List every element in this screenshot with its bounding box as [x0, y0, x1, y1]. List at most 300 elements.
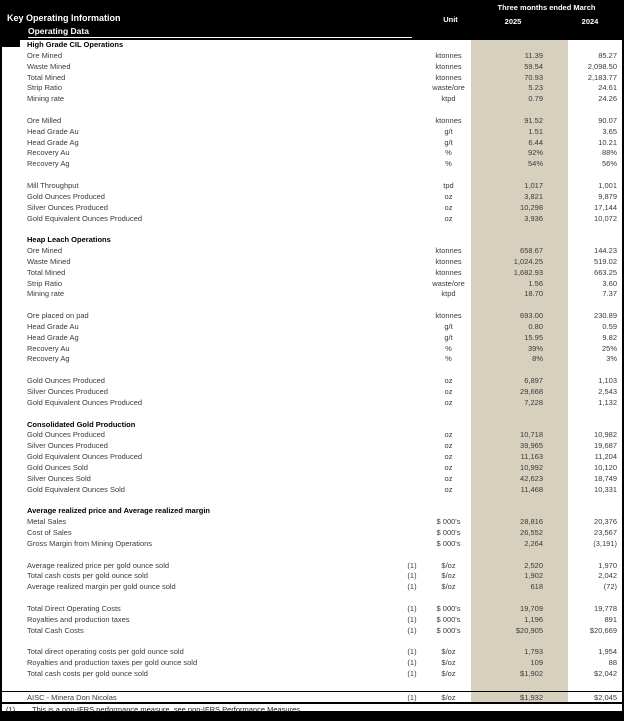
row-footnote-marker [398, 376, 426, 387]
row-footnote-marker [398, 268, 426, 279]
value-2025: 7,228 [471, 398, 568, 409]
value-2025: 2,520 [471, 561, 568, 572]
blank-row [2, 495, 622, 506]
row-label [2, 636, 398, 647]
value-2024: 891 [604, 614, 617, 624]
row-footnote-marker [398, 257, 426, 268]
value-2025: $20,905 [471, 626, 568, 637]
table-row [2, 604, 622, 615]
row-label: Cost of Sales [27, 527, 72, 537]
value-2025: 6.44 [471, 138, 568, 149]
table-row [2, 441, 622, 452]
row-footnote-marker: (1) [407, 603, 417, 613]
row-unit: oz [444, 191, 453, 201]
row-unit: oz [444, 213, 453, 223]
row-footnote-marker [398, 105, 426, 116]
row-label: Royalties and production taxes per gold ounce sold [27, 658, 198, 668]
row-footnote-marker [398, 127, 426, 138]
value-2024: 19,687 [594, 441, 617, 451]
value-2024: 1,001 [598, 180, 617, 190]
row-footnote-marker [398, 94, 426, 105]
value-2025: 1.51 [471, 127, 568, 138]
table-row [2, 615, 622, 626]
row-footnote-marker [398, 441, 426, 452]
value-2025: 2,264 [471, 539, 568, 550]
row-label: Strip Ratio [27, 278, 63, 288]
value-2024 [568, 506, 622, 517]
value-2024: 10,120 [594, 462, 617, 472]
row-label: High Grade CIL Operations [27, 40, 124, 49]
row-label: Waste Mined [27, 61, 71, 71]
row-label: Royalties and production taxes [27, 614, 130, 624]
value-2025 [471, 593, 568, 604]
value-2024: 7.37 [602, 289, 617, 299]
row-footnote-marker: (1) [407, 658, 417, 668]
value-2025 [471, 105, 568, 116]
table-row [2, 452, 622, 463]
value-2024 [568, 300, 622, 311]
value-2024: 19,778 [594, 603, 617, 613]
row-label [2, 593, 398, 604]
row-footnote-marker [398, 214, 426, 225]
value-2025: 1,024.25 [471, 257, 568, 268]
row-unit: ktonnes [435, 256, 462, 266]
value-2024: 2,042 [598, 571, 617, 581]
value-2025: 1,017 [471, 181, 568, 192]
column-header-unit: Unit [443, 15, 458, 24]
operating-data-subtitle: Operating Data [28, 26, 89, 36]
row-label: Gold Ounces Produced [27, 376, 105, 386]
value-2024: 3% [606, 354, 617, 364]
row-footnote-marker [398, 203, 426, 214]
row-unit: $/oz [441, 647, 456, 657]
value-2024 [568, 365, 622, 376]
row-label: Gross Margin from Mining Operations [27, 538, 153, 548]
value-2025: $1,902 [471, 669, 568, 680]
value-2025: 618 [471, 582, 568, 593]
row-label [2, 170, 398, 181]
row-unit: ktonnes [435, 50, 462, 60]
table-row [2, 279, 622, 290]
value-2025: 59.54 [471, 62, 568, 73]
row-footnote-marker: (1) [407, 625, 417, 635]
value-2025 [471, 170, 568, 181]
table-row [2, 485, 622, 496]
value-2025: $1,932 [471, 692, 568, 704]
row-label: Head Grade Au [27, 126, 79, 136]
row-label: Head Grade Au [27, 321, 79, 331]
row-footnote-marker [398, 279, 426, 290]
row-unit: $/oz [441, 668, 456, 678]
value-2025 [471, 680, 568, 691]
value-2024 [568, 235, 622, 246]
row-unit: $/oz [441, 571, 456, 581]
row-unit: ktonnes [435, 61, 462, 71]
value-2024: 144.23 [594, 246, 617, 256]
value-2024: 10,331 [594, 484, 617, 494]
row-unit [426, 550, 471, 561]
value-2024: 11,204 [594, 452, 617, 462]
table-row [2, 203, 622, 214]
value-2025 [471, 506, 568, 517]
row-footnote-marker [398, 344, 426, 355]
row-label: Gold Ounces Produced [27, 191, 105, 201]
row-label: Gold Ounces Produced [27, 430, 105, 440]
row-unit: ktpd [441, 94, 456, 104]
row-footnote-marker [398, 300, 426, 311]
row-label [2, 224, 398, 235]
row-footnote-marker [398, 517, 426, 528]
row-unit [426, 170, 471, 181]
table-row [2, 51, 622, 62]
blank-row [2, 550, 622, 561]
row-unit: $/oz [441, 658, 456, 668]
row-unit: oz [444, 473, 453, 483]
value-2024: 24.26 [598, 94, 617, 104]
value-2025: 39% [471, 344, 568, 355]
row-unit: $ 000's [436, 538, 461, 548]
column-header-2025: 2025 [504, 17, 522, 26]
row-footnote-marker [398, 495, 426, 506]
row-label: Head Grade Ag [27, 137, 79, 147]
row-unit: ktonnes [435, 115, 462, 125]
value-2024: 2,183.77 [587, 72, 617, 82]
row-unit: $/oz [441, 692, 456, 702]
row-label: Total Mined [27, 72, 66, 82]
row-footnote-marker [398, 170, 426, 181]
value-2024: 20,376 [594, 517, 617, 527]
row-footnote-marker [398, 528, 426, 539]
table-row [2, 387, 622, 398]
row-label [2, 409, 398, 420]
row-label: Recovery Au [27, 343, 70, 353]
row-footnote-marker [398, 593, 426, 604]
row-footnote-marker [398, 73, 426, 84]
value-2024 [568, 550, 622, 561]
value-2024: 56% [601, 159, 617, 169]
table-row [2, 73, 622, 84]
row-unit [426, 300, 471, 311]
row-label: Total Direct Operating Costs [27, 603, 121, 613]
table-row [2, 116, 622, 127]
value-2025: 6,897 [471, 376, 568, 387]
blank-row [2, 636, 622, 647]
blank-row [2, 105, 622, 116]
row-label: Mill Throughput [27, 180, 79, 190]
row-unit [426, 593, 471, 604]
value-2025 [471, 40, 568, 51]
table-row [2, 94, 622, 105]
value-2025: 5.23 [471, 83, 568, 94]
row-unit: oz [444, 376, 453, 386]
table-row [2, 474, 622, 485]
row-unit [426, 409, 471, 420]
row-unit: $/oz [441, 560, 456, 570]
value-2025: 11,163 [471, 452, 568, 463]
value-2025: 3,936 [471, 214, 568, 225]
row-unit: ktpd [441, 289, 456, 299]
header-left-step [2, 40, 20, 47]
row-label: Total direct operating costs per gold ounce sold [27, 647, 184, 657]
blank-row [2, 680, 622, 691]
row-unit [426, 224, 471, 235]
row-unit: $ 000's [436, 625, 461, 635]
value-2025: 92% [471, 148, 568, 159]
row-footnote-marker [398, 409, 426, 420]
row-label [2, 300, 398, 311]
table-row [2, 62, 622, 73]
value-2025: 42,623 [471, 474, 568, 485]
value-2024 [568, 680, 622, 691]
row-unit: $/oz [441, 582, 456, 592]
value-2024: 90.07 [598, 115, 617, 125]
value-2024 [568, 40, 622, 51]
row-label: Silver Ounces Produced [27, 441, 108, 451]
table-row [2, 214, 622, 225]
row-footnote-marker [398, 159, 426, 170]
row-footnote-marker [398, 289, 426, 300]
table-row [2, 539, 622, 550]
value-2025 [471, 550, 568, 561]
section-row [2, 420, 622, 431]
table-row [2, 430, 622, 441]
table-row [2, 138, 622, 149]
value-2025: 10,718 [471, 430, 568, 441]
value-2025: 693.00 [471, 311, 568, 322]
row-label: Average realized price and Average realized margin [27, 506, 210, 516]
row-footnote-marker [398, 506, 426, 517]
blank-row [2, 365, 622, 376]
row-unit: g/t [444, 332, 453, 342]
row-label: Mining rate [27, 94, 65, 104]
value-2024 [568, 636, 622, 647]
value-2024: 25% [601, 343, 617, 353]
value-2025: 91.52 [471, 116, 568, 127]
value-2025: 26,552 [471, 528, 568, 539]
value-2025 [471, 224, 568, 235]
row-label: Ore Milled [27, 115, 62, 125]
row-label: Heap Leach Operations [27, 235, 111, 245]
row-label: Metal Sales [27, 517, 67, 527]
value-2025: 1.56 [471, 279, 568, 290]
table-row [2, 333, 622, 344]
row-unit [426, 365, 471, 376]
row-unit: % [445, 159, 452, 169]
section-row [2, 506, 622, 517]
value-2024: 1,132 [598, 397, 617, 407]
blank-row [2, 300, 622, 311]
value-2024: 23,567 [594, 527, 617, 537]
row-footnote-marker [398, 398, 426, 409]
row-label: Recovery Ag [27, 159, 70, 169]
column-header-2024: 2024 [581, 17, 599, 26]
value-2024: 9,879 [598, 191, 617, 201]
value-2025: 11,468 [471, 485, 568, 496]
value-2025: 8% [471, 354, 568, 365]
row-footnote-marker [398, 485, 426, 496]
row-label: Total Mined [27, 267, 66, 277]
row-label [2, 550, 398, 561]
value-2025: 39,965 [471, 441, 568, 452]
table-row [2, 322, 622, 333]
row-footnote-marker: (1) [407, 692, 417, 702]
value-2025 [471, 636, 568, 647]
row-label: Total cash costs per gold ounce sold [27, 668, 148, 678]
value-2024: 1,954 [598, 647, 617, 657]
value-2024 [568, 409, 622, 420]
row-unit [426, 506, 471, 517]
value-2025: 19,709 [471, 604, 568, 615]
row-unit [426, 495, 471, 506]
table-row [2, 127, 622, 138]
row-unit: oz [444, 452, 453, 462]
row-unit: oz [444, 397, 453, 407]
value-2024: 230.89 [594, 311, 617, 321]
value-2024: 10,072 [594, 213, 617, 223]
row-footnote-marker: (1) [407, 647, 417, 657]
value-2024: (72) [603, 582, 617, 592]
blank-row [2, 170, 622, 181]
value-2025 [471, 300, 568, 311]
row-label [2, 680, 398, 691]
row-footnote-marker [398, 463, 426, 474]
row-footnote-marker [398, 138, 426, 149]
row-unit: oz [444, 202, 453, 212]
row-label: Ore Mined [27, 50, 63, 60]
row-label: Gold Ounces Sold [27, 462, 88, 472]
value-2025: 54% [471, 159, 568, 170]
value-2024 [568, 224, 622, 235]
value-2024: 88% [601, 148, 617, 158]
value-2025: 109 [471, 658, 568, 669]
value-2024 [568, 170, 622, 181]
row-footnote-marker [398, 452, 426, 463]
row-unit: tpd [443, 180, 454, 190]
row-label: Gold Equivalent Ounces Produced [27, 397, 143, 407]
row-label: Average realized price per gold ounce sold [27, 560, 170, 570]
row-label: AISC - Minera Don Nicolas [27, 692, 117, 702]
row-footnote-marker [398, 181, 426, 192]
footnote-text: This is a non-IFRS performance measure, see non-IFRS Performance Measures [32, 705, 301, 715]
row-label: Silver Ounces Produced [27, 202, 108, 212]
row-footnote-marker [398, 539, 426, 550]
row-unit: $ 000's [436, 517, 461, 527]
value-2024 [568, 420, 622, 431]
value-2025: 28,816 [471, 517, 568, 528]
row-unit: oz [444, 484, 453, 494]
value-2024: 17,144 [594, 202, 617, 212]
row-unit: waste/ore [432, 83, 465, 93]
value-2025: 0.79 [471, 94, 568, 105]
table-row [2, 669, 622, 680]
value-2025: 1,682.93 [471, 268, 568, 279]
value-2025 [471, 365, 568, 376]
row-unit: $ 000's [436, 614, 461, 624]
value-2025: 29,668 [471, 387, 568, 398]
value-2025: 1,196 [471, 615, 568, 626]
table-row [2, 246, 622, 257]
value-2024 [568, 495, 622, 506]
row-label: Silver Ounces Produced [27, 387, 108, 396]
row-label: Strip Ratio [27, 83, 63, 93]
row-unit: $ 000's [436, 527, 461, 537]
row-unit: g/t [444, 137, 453, 147]
table-row [2, 181, 622, 192]
table-row [2, 626, 622, 637]
value-2024 [568, 105, 622, 116]
value-2025 [471, 420, 568, 431]
value-2025 [471, 409, 568, 420]
row-footnote-marker [398, 192, 426, 203]
value-2024: $2,045 [594, 692, 617, 702]
row-unit: oz [444, 462, 453, 472]
row-footnote-marker [398, 246, 426, 257]
value-2024: 18,749 [594, 473, 617, 483]
row-unit: % [445, 148, 452, 158]
row-unit [426, 680, 471, 691]
row-unit [426, 636, 471, 647]
table-row [2, 463, 622, 474]
row-label: Consolidated Gold Production [27, 419, 136, 429]
blank-row [2, 224, 622, 235]
row-footnote-marker [398, 116, 426, 127]
row-label: Average realized margin per gold ounce sold [27, 582, 176, 592]
row-label: Recovery Ag [27, 354, 70, 364]
table-row [2, 398, 622, 409]
table-row [2, 192, 622, 203]
page-title: Key Operating Information [7, 13, 121, 23]
value-2024: 10.21 [598, 137, 617, 147]
value-2025: 70.93 [471, 73, 568, 84]
value-2025: 10,992 [471, 463, 568, 474]
value-2024: 85.27 [598, 50, 617, 60]
value-2025 [471, 495, 568, 506]
table-row [2, 691, 622, 703]
row-label: Mining rate [27, 289, 65, 299]
row-unit: ktonnes [435, 311, 462, 321]
table-row [2, 83, 622, 94]
row-unit [426, 105, 471, 116]
row-unit [426, 40, 471, 51]
table-row [2, 571, 622, 582]
row-footnote-marker [398, 51, 426, 62]
row-footnote-marker: (1) [407, 560, 417, 570]
row-unit: oz [444, 430, 453, 440]
row-footnote-marker [398, 387, 426, 398]
value-2024: 10,982 [594, 430, 617, 440]
row-label: Gold Equivalent Ounces Produced [27, 452, 143, 462]
value-2025: 10,298 [471, 203, 568, 214]
table-row [2, 561, 622, 572]
value-2024: 2,543 [598, 387, 617, 396]
row-label: Gold Equivalent Ounces Produced [27, 213, 143, 223]
row-footnote-marker [398, 474, 426, 485]
footnote-row [2, 702, 622, 715]
table-row [2, 344, 622, 355]
row-footnote-marker [398, 420, 426, 431]
row-footnote-marker [398, 333, 426, 344]
row-footnote-marker [398, 224, 426, 235]
value-2024: (3,191) [593, 538, 617, 548]
row-footnote-marker [398, 62, 426, 73]
row-unit: oz [444, 441, 453, 451]
row-footnote-marker: (1) [407, 614, 417, 624]
row-footnote-marker [398, 354, 426, 365]
row-footnote-marker [398, 430, 426, 441]
value-2025 [471, 235, 568, 246]
row-unit: % [445, 354, 452, 364]
column-header-period: Three months ended March [497, 3, 596, 12]
